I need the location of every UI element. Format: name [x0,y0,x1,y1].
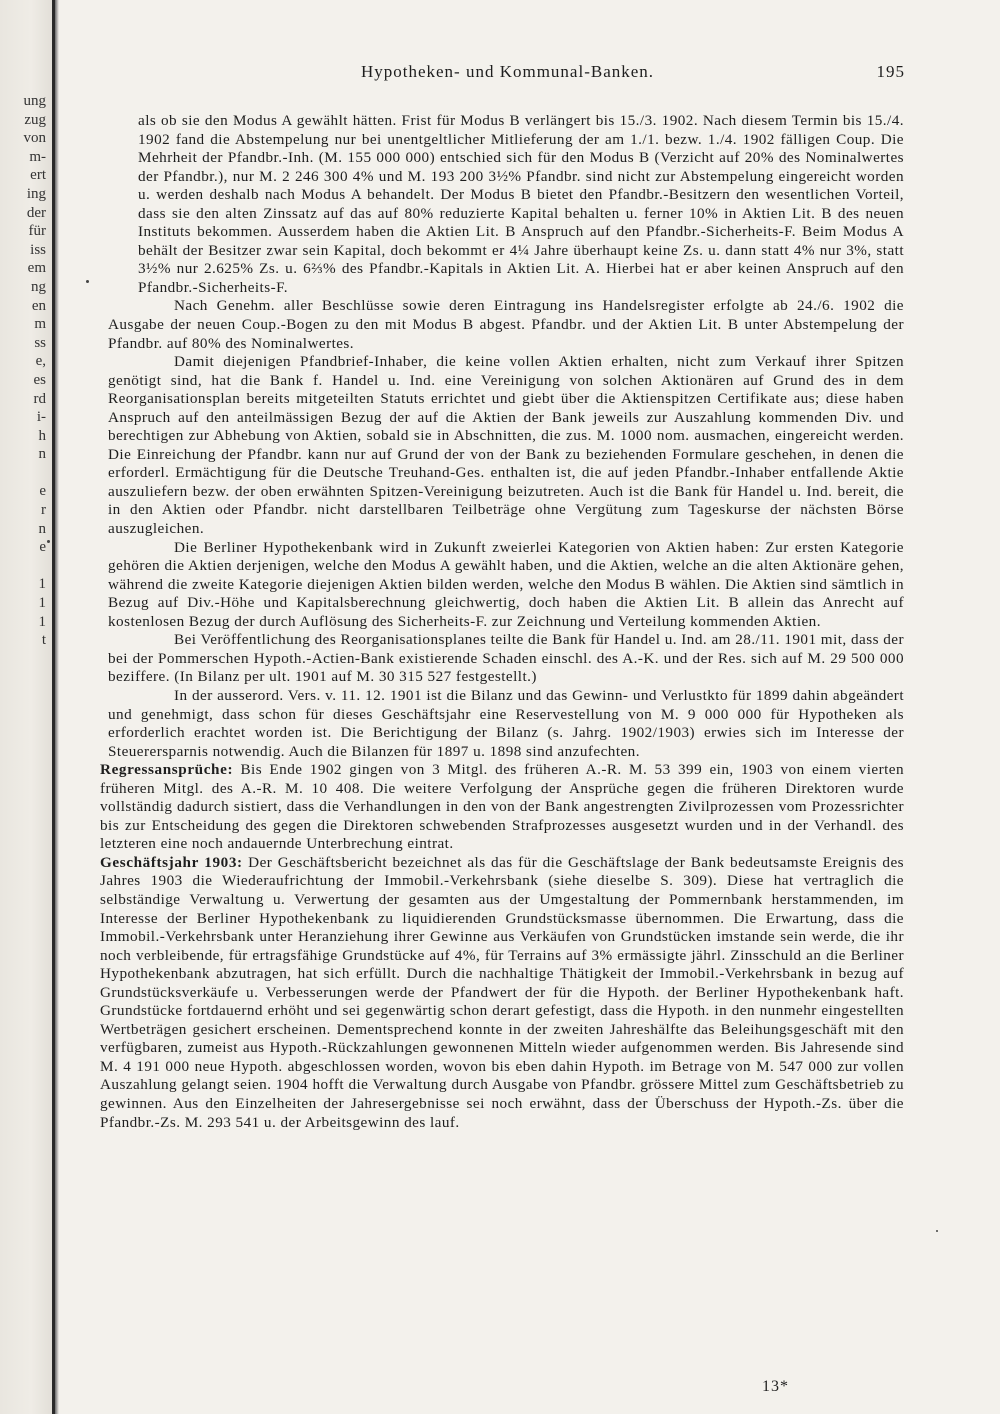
margin-fragment: em [27,260,46,277]
margin-fragment: ert [30,167,46,184]
geschaeftsjahr-text: Der Geschäftsbericht bezeichnet als das für die Geschäftslage der Bank bedeutsamste Ereignis des Jahres 1903 die Wiederaufrichtung der Immobil.-Verkehrsbank (siehe dieselbe S. 309). Diese hat vertraglich die selbständige Verwaltung u. Verwertung der gesamten aus der Umgestaltung der Pommernbank herstammenden, im Interesse der Berliner Hypothekenbank zu liquidierenden Grundstücksmasse übernommen. Die Erwartung, dass die Immobil.-Verkehrsbank unter Heranziehung ihrer Gewinne aus Verkäufen von Grundstücken imstande sein werde, die ihr noch verbleibende, für ertragsfähige Grundstücke auf 4%, für Terrains auf 3% ermässigte jährl. Zinsschuld an die Berliner Hypothekenbank abzutragen, hat sich erfüllt. Durch die nachhaltige Thätigkeit der Immobil.-Verkehrsbank in bezug auf Grundstücksverkäufe u. Verbesserungen werde der Pfandwert der für die Hypoth. der Berliner Hypothekenbank haft. Grundstücke fortdauernd erhöht und sei gegenwärtig schon derart gefestigt, dass die Hypoth. in den nunmehr eingestellten Wertbeträgen gesichert erscheinen. Dementsprechend konnte in der zweiten Jahreshälfte das Beleihungsgeschäft mit den verfügbaren, zumeist aus Hypoth.-Rückzahlungen gewonnenen Mitteln wieder aufgenommen werden. Bis Jahresende sind M. 4 191 000 neue Hypoth. abgeschlossen worden, wovon bis eben dahin Hypoth. im Betrage von M. 547 000 zur vollen Auszahlung gelangt seien. 1904 hofft die Verwaltung durch Ausgabe von Pfandbr. grössere Mittel zum Geschäftsbetrieb zu gewinnen. Aus den Einzelheiten der Jahresergebnisse sei noch erwähnt, dass der Überschuss der Hypoth.-Zs. über die Pfandbr.-Zs. M. 293 541 u. der Arbeitsgewinn des lauf. [100,853,904,1131]
margin-fragment: für [28,223,46,240]
paragraph-spitzen: Damit diejenigen Pfandbrief-Inhaber, die keine vollen Aktien erhalten, nicht zum Verkauf ihrer Spitzen genötigt sind, hat die Bank f. Handel u. Ind. eine Vereinigung von solchen Aktionären auf Grund des in dem Reorganisationsplan bereits mitgeteilten Statuts errichtet und giebt über die Aktienspitzen Certifikate aus; diese haben Anspruch auf den anteilmässigen Bezug der auf die Aktien der Bank jeweils zur Auszahlung kommenden Div. und berechtigen zur Abhebung von Aktien, sobald sie in Abschnitten, die zus. M. 1000 nom. ausmachen, eingereicht werden. Die Einreichung der Pfandbr. kann nur auf Grund der von der Bank zu beziehenden Formulare geschehen, in denen die erforderl. Ermächtigung für die Deutsche Treuhand-Ges. enthalten ist, die auf jeden Pfandbr.-Inhaber entfallende Aktie auszuliefern bezw. der oben erwähnten Spitzen-Vereinigung beizutreten. Auch ist die Bank für Handel u. Ind. bereit, die in den Aktien oder Pfandbr. nicht darstellbaren Teilbeträge ohne Vergütung zum Tageskurse der nächsten Börse auszugleichen. [108,353,904,538]
margin-fragment: 1 [38,613,46,630]
print-speck [47,540,50,543]
paragraph-ausgabe: Nach Genehm. aller Beschlüsse sowie deren Eintragung ins Handelsregister erfolgte ab 24./6. 1902 die Ausgabe der neuen Coup.-Bogen zu den mit Modus B abgest. Pfandbr. und der Aktien Lit. B unter Abstempelung der Pfandbr. auf 80% des Nominalwertes. [108,297,904,352]
margin-fragment: ung [23,93,46,109]
margin-fragment: e [39,539,46,556]
margin-fragment [0,557,46,576]
margin-fragment: h [38,427,46,444]
margin-fragment: ing [26,185,46,202]
page-number: 195 [876,62,905,81]
margin-fragment: iss [30,241,46,258]
margin-fragment: es [33,371,46,388]
paragraph-kategorien: Die Berliner Hypothekenbank wird in Zukunft zweierlei Kategorien von Aktien haben: Zur ersten Kategorie gehören die Aktien derjenigen, welche den Modus A gewählt haben, und die Aktien, welche an die alten Aktionäre gehen, während die zweite Kategorie diejenigen Aktien bilden werden, welche den Modus B wählen. Die Aktien sind sämtlich in Bezug auf Div.-Höhe und Kapitalsberechnung gleichwertig, doch haben die Aktien Lit. B allein das Anrecht auf kostenlosen Bezug der durch Auflösung des Sicherheits-F. zur Zeichnung und Verteilung kommenden Aktien. [108,538,904,630]
margin-fragment: m [34,316,46,333]
margin-fragment: 1 [38,576,46,593]
running-header [110,62,905,86]
margin-fragment: ss [34,334,46,351]
paragraph-modus: als ob sie den Modus A gewählt hätten. Frist für Modus B verlängert bis 15./3. 1902. Nach diesem Termin bis 15./4. 1902 fand die Abstempelung nur bei unentgeltlicher Mitlieferung der am 1./1. bezw. 1./4. 1902 fälligen Coup. Die Mehrheit der Pfandbr.-Inh. (M. 155 000 000) entschied sich für den Modus B (Verzicht auf 20% des Nominalwertes der Pfandbr.), nur M. 2 246 300 4% und M. 193 200 3½% Pfandbr. sind nicht zur Abstempelung eingereicht worden u. werden deshalb nach Modus A behandelt. Der Modus B bietet den Pfandbr.-Besitzern den wesentlichen Vorteil, dass sie den alten Zinssatz auf das auf 80% reduzierte Kapital behalten u. ferner 10% in Aktien Lit. B des neuen Instituts bekommen. Ausserdem haben die Aktien Lit. B Anspruch auf den Pfandbr.-Sicherheits-F. Beim Modus A behält der Besitzer zwar sein Kapital, doch bekommt er 4¼ Jahre überhaupt keine Zs. u. dann statt 4% nur 3%, statt 3½% nur 2.625% Zs. u. 6⅔% des Pfandbr.-Kapitals in Aktien Lit. A. Hierbei hat er aber keinen Anspruch auf den Pfandbr.-Sicherheits-F. [138,112,904,296]
margin-fragment: r [41,502,46,519]
regress-heading: Regressansprüche: [100,761,234,779]
binding-shadow-gradient [55,0,59,1414]
margin-fragment: von [23,130,46,147]
paragraph-regress [100,761,904,854]
paragraph-geschaeftsjahr [100,854,904,1132]
print-speck [936,1230,938,1232]
previous-page-text-fragments [0,92,46,650]
header-title: Hypotheken- und Kommunal-Banken. [360,62,655,81]
margin-fragment: t [41,632,46,649]
print-speck [86,280,89,283]
paragraph-schaden: Bei Veröffentlichung des Reorganisationsplanes teilte die Bank für Handel u. Ind. am 28./11. 1901 mit, dass der bei der Pommerschen Hypoth.-Actien-Bank existierende Schaden einschl. des A.-K. und der Res. sich auf M. 29 500 000 beziffere. (In Bilanz per ult. 1901 auf M. 30 315 527 festgestellt.) [108,631,904,686]
margin-fragment: ng [31,278,46,295]
margin-fragment: en [31,297,46,314]
margin-fragment: der [26,204,46,221]
margin-fragment: i- [36,409,46,426]
margin-fragment: n [38,520,46,537]
margin-fragment: rd [33,390,46,407]
margin-fragment: n [38,446,46,463]
printer-signature: 13* [762,1378,789,1395]
margin-fragment: e, [35,353,46,370]
margin-fragment: 1 [38,595,46,612]
margin-fragment: m- [29,148,46,165]
regress-text: Bis Ende 1902 gingen von 3 Mitgl. des früheren A.-R. M. 53 399 ein, 1903 von einem vierten früheren Mitgl. des A.-R. M. 10 408. Die weitere Verfolgung der Ansprüche gegen die früheren Direktoren wurde vollständig dadurch sistiert, dass die Verhandlungen in den von der Bank angestrengten Zivilprozessen vom Prozessrichter bis zur Entscheidung des gegen die Direktoren schwebenden Strafprozesses ausgesetzt wurden und in der Verhandl. des letzteren eine noch andauernde Unterbrechung eintrat. [100,761,904,853]
geschaeftsjahr-heading: Geschäftsjahr 1903: [100,853,243,871]
page-body [100,112,904,1132]
margin-fragment: e [39,483,46,500]
margin-fragment [0,464,46,483]
paragraph-bilanz: In der ausserord. Vers. v. 11. 12. 1901 ist die Bilanz und das Gewinn- und Verlustkto für 1899 dahin abgeändert und genehmigt, dass schon für dieses Geschäftsjahr eine Reservestellung von M. 9 000 000 für Hypotheken als erforderlich erachtet worden ist. Die Berichtigung der Bilanz (s. Jahrg. 1902/1903) erwies sich im Interesse der Steuerersparnis notwendig. Auch die Bilanzen für 1897 u. 1898 sind anzufechten. [108,686,904,760]
margin-fragment: zug [24,111,46,128]
